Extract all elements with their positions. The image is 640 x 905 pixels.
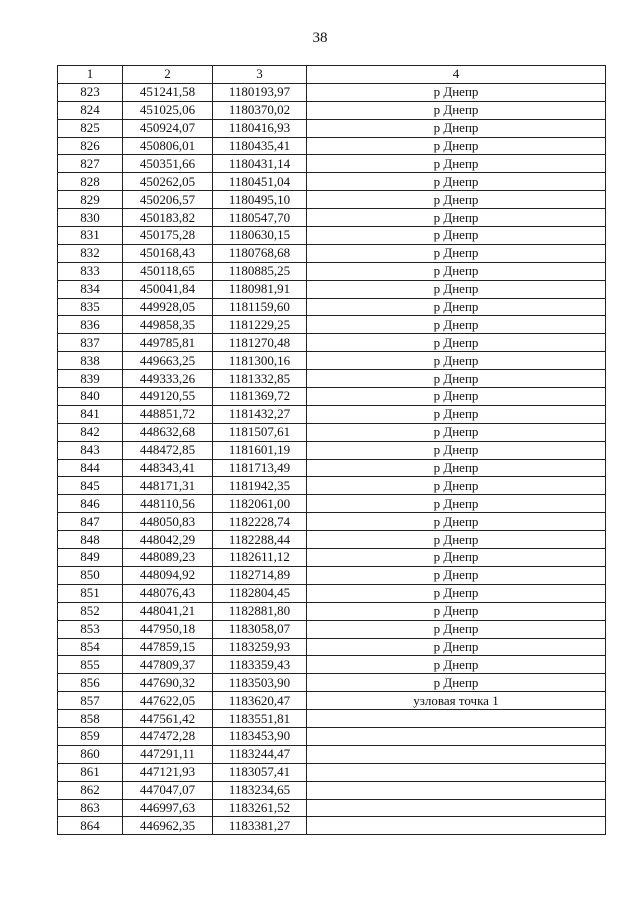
description-cell [307, 745, 606, 763]
x-coordinate-cell: 447561,42 [123, 710, 213, 728]
table-header-row [58, 66, 606, 84]
x-coordinate-cell: 447622,05 [123, 692, 213, 710]
point-number-cell: 847 [58, 513, 123, 531]
x-coordinate-cell: 447690,32 [123, 674, 213, 692]
description-cell: р Днепр [307, 227, 606, 245]
x-coordinate-cell: 448472,85 [123, 441, 213, 459]
description-cell: р Днепр [307, 656, 606, 674]
table-row [58, 638, 606, 656]
y-coordinate-cell: 1180431,14 [213, 155, 307, 173]
point-number-cell: 831 [58, 227, 123, 245]
y-coordinate-cell: 1183259,93 [213, 638, 307, 656]
description-cell: р Днепр [307, 191, 606, 209]
x-coordinate-cell: 449928,05 [123, 298, 213, 316]
x-coordinate-cell: 449120,55 [123, 388, 213, 406]
y-coordinate-cell: 1180435,41 [213, 137, 307, 155]
y-coordinate-cell: 1181713,49 [213, 459, 307, 477]
y-coordinate-cell: 1183058,07 [213, 620, 307, 638]
point-number-cell: 828 [58, 173, 123, 191]
table-row [58, 441, 606, 459]
x-coordinate-cell: 447809,37 [123, 656, 213, 674]
x-coordinate-cell: 446962,35 [123, 817, 213, 835]
table-row [58, 155, 606, 173]
x-coordinate-cell: 447472,28 [123, 727, 213, 745]
description-cell: р Днепр [307, 370, 606, 388]
y-coordinate-cell: 1181369,72 [213, 388, 307, 406]
y-coordinate-cell: 1183453,90 [213, 727, 307, 745]
y-coordinate-cell: 1180630,15 [213, 227, 307, 245]
description-cell [307, 710, 606, 728]
y-coordinate-cell: 1180193,97 [213, 83, 307, 101]
point-number-cell: 842 [58, 423, 123, 441]
point-number-cell: 829 [58, 191, 123, 209]
point-number-cell: 841 [58, 405, 123, 423]
table-row [58, 83, 606, 101]
y-coordinate-cell: 1183261,52 [213, 799, 307, 817]
table-row [58, 370, 606, 388]
description-cell: р Днепр [307, 298, 606, 316]
y-coordinate-cell: 1183234,65 [213, 781, 307, 799]
x-coordinate-cell: 447121,93 [123, 763, 213, 781]
description-cell: р Днепр [307, 262, 606, 280]
point-number-cell: 862 [58, 781, 123, 799]
x-coordinate-cell: 447047,07 [123, 781, 213, 799]
point-number-cell: 851 [58, 584, 123, 602]
x-coordinate-cell: 450118,65 [123, 262, 213, 280]
x-coordinate-cell: 450175,28 [123, 227, 213, 245]
table-row [58, 280, 606, 298]
table-row [58, 710, 606, 728]
description-cell: р Днепр [307, 83, 606, 101]
y-coordinate-cell: 1182804,45 [213, 584, 307, 602]
x-coordinate-cell: 446997,63 [123, 799, 213, 817]
page-number: 38 [312, 30, 328, 46]
x-coordinate-cell: 448110,56 [123, 495, 213, 513]
table-row [58, 227, 606, 245]
coordinates-table [57, 65, 606, 835]
table-row [58, 495, 606, 513]
table-row [58, 173, 606, 191]
table-row [58, 656, 606, 674]
table-row [58, 781, 606, 799]
table-row [58, 799, 606, 817]
point-number-cell: 849 [58, 549, 123, 567]
table-row [58, 423, 606, 441]
table-row [58, 316, 606, 334]
point-number-cell: 834 [58, 280, 123, 298]
y-coordinate-cell: 1180768,68 [213, 244, 307, 262]
y-coordinate-cell: 1181601,19 [213, 441, 307, 459]
point-number-cell: 852 [58, 602, 123, 620]
point-number-cell: 861 [58, 763, 123, 781]
y-coordinate-cell: 1182061,00 [213, 495, 307, 513]
table-row [58, 745, 606, 763]
y-coordinate-cell: 1183620,47 [213, 692, 307, 710]
table-row [58, 137, 606, 155]
x-coordinate-cell: 448851,72 [123, 405, 213, 423]
point-number-cell: 844 [58, 459, 123, 477]
description-cell: р Днепр [307, 388, 606, 406]
point-number-cell: 848 [58, 531, 123, 549]
x-coordinate-cell: 450806,01 [123, 137, 213, 155]
point-number-cell: 853 [58, 620, 123, 638]
description-cell: р Днепр [307, 638, 606, 656]
x-coordinate-cell: 448094,92 [123, 566, 213, 584]
table-row [58, 727, 606, 745]
description-cell: р Днепр [307, 173, 606, 191]
y-coordinate-cell: 1180981,91 [213, 280, 307, 298]
description-cell: р Днепр [307, 459, 606, 477]
description-cell [307, 799, 606, 817]
x-coordinate-cell: 448042,29 [123, 531, 213, 549]
point-number-cell: 833 [58, 262, 123, 280]
point-number-cell: 860 [58, 745, 123, 763]
y-coordinate-cell: 1182288,44 [213, 531, 307, 549]
y-coordinate-cell: 1182714,89 [213, 566, 307, 584]
column-header-4: 4 [307, 66, 606, 84]
point-number-cell: 837 [58, 334, 123, 352]
y-coordinate-cell: 1181270,48 [213, 334, 307, 352]
x-coordinate-cell: 449785,81 [123, 334, 213, 352]
point-number-cell: 839 [58, 370, 123, 388]
x-coordinate-cell: 447291,11 [123, 745, 213, 763]
description-cell [307, 727, 606, 745]
point-number-cell: 830 [58, 209, 123, 227]
table-row [58, 209, 606, 227]
table-row [58, 334, 606, 352]
point-number-cell: 856 [58, 674, 123, 692]
x-coordinate-cell: 448632,68 [123, 423, 213, 441]
description-cell: узловая точка 1 [307, 692, 606, 710]
y-coordinate-cell: 1183381,27 [213, 817, 307, 835]
table-row [58, 244, 606, 262]
point-number-cell: 846 [58, 495, 123, 513]
x-coordinate-cell: 450206,57 [123, 191, 213, 209]
table-row [58, 191, 606, 209]
point-number-cell: 843 [58, 441, 123, 459]
description-cell [307, 817, 606, 835]
x-coordinate-cell: 449858,35 [123, 316, 213, 334]
x-coordinate-cell: 448076,43 [123, 584, 213, 602]
table-row [58, 692, 606, 710]
description-cell: р Днепр [307, 566, 606, 584]
description-cell: р Днепр [307, 155, 606, 173]
table-row [58, 674, 606, 692]
x-coordinate-cell: 447950,18 [123, 620, 213, 638]
point-number-cell: 827 [58, 155, 123, 173]
point-number-cell: 825 [58, 119, 123, 137]
y-coordinate-cell: 1182228,74 [213, 513, 307, 531]
x-coordinate-cell: 450183,82 [123, 209, 213, 227]
point-number-cell: 832 [58, 244, 123, 262]
y-coordinate-cell: 1181507,61 [213, 423, 307, 441]
y-coordinate-cell: 1182611,12 [213, 549, 307, 567]
description-cell [307, 763, 606, 781]
point-number-cell: 850 [58, 566, 123, 584]
description-cell: р Днепр [307, 477, 606, 495]
point-number-cell: 836 [58, 316, 123, 334]
x-coordinate-cell: 449663,25 [123, 352, 213, 370]
description-cell: р Днепр [307, 549, 606, 567]
table-row [58, 531, 606, 549]
point-number-cell: 826 [58, 137, 123, 155]
table-row [58, 298, 606, 316]
x-coordinate-cell: 450262,05 [123, 173, 213, 191]
x-coordinate-cell: 451241,58 [123, 83, 213, 101]
y-coordinate-cell: 1181332,85 [213, 370, 307, 388]
point-number-cell: 838 [58, 352, 123, 370]
description-cell [307, 781, 606, 799]
table-row [58, 584, 606, 602]
x-coordinate-cell: 448171,31 [123, 477, 213, 495]
description-cell: р Днепр [307, 513, 606, 531]
point-number-cell: 823 [58, 83, 123, 101]
table-row [58, 602, 606, 620]
x-coordinate-cell: 448343,41 [123, 459, 213, 477]
y-coordinate-cell: 1180495,10 [213, 191, 307, 209]
y-coordinate-cell: 1183359,43 [213, 656, 307, 674]
y-coordinate-cell: 1181229,25 [213, 316, 307, 334]
x-coordinate-cell: 448050,83 [123, 513, 213, 531]
y-coordinate-cell: 1183057,41 [213, 763, 307, 781]
x-coordinate-cell: 447859,15 [123, 638, 213, 656]
table-row [58, 817, 606, 835]
x-coordinate-cell: 450351,66 [123, 155, 213, 173]
table-row [58, 101, 606, 119]
point-number-cell: 857 [58, 692, 123, 710]
table-row [58, 405, 606, 423]
table-row [58, 262, 606, 280]
y-coordinate-cell: 1183503,90 [213, 674, 307, 692]
table-row [58, 513, 606, 531]
x-coordinate-cell: 448041,21 [123, 602, 213, 620]
y-coordinate-cell: 1180370,02 [213, 101, 307, 119]
description-cell: р Днепр [307, 405, 606, 423]
y-coordinate-cell: 1180451,04 [213, 173, 307, 191]
description-cell: р Днепр [307, 101, 606, 119]
y-coordinate-cell: 1181432,27 [213, 405, 307, 423]
table-row [58, 459, 606, 477]
table-row [58, 549, 606, 567]
point-number-cell: 864 [58, 817, 123, 835]
description-cell: р Днепр [307, 620, 606, 638]
point-number-cell: 858 [58, 710, 123, 728]
x-coordinate-cell: 451025,06 [123, 101, 213, 119]
table-row [58, 620, 606, 638]
description-cell: р Днепр [307, 209, 606, 227]
table-row [58, 352, 606, 370]
x-coordinate-cell: 449333,26 [123, 370, 213, 388]
table-body [58, 83, 606, 834]
description-cell: р Днепр [307, 316, 606, 334]
column-header-1: 1 [58, 66, 123, 84]
point-number-cell: 859 [58, 727, 123, 745]
y-coordinate-cell: 1183244,47 [213, 745, 307, 763]
x-coordinate-cell: 450041,84 [123, 280, 213, 298]
point-number-cell: 854 [58, 638, 123, 656]
description-cell: р Днепр [307, 119, 606, 137]
description-cell: р Днепр [307, 584, 606, 602]
y-coordinate-cell: 1181300,16 [213, 352, 307, 370]
y-coordinate-cell: 1180885,25 [213, 262, 307, 280]
column-header-2: 2 [123, 66, 213, 84]
y-coordinate-cell: 1181942,35 [213, 477, 307, 495]
table-row [58, 119, 606, 137]
x-coordinate-cell: 450924,07 [123, 119, 213, 137]
y-coordinate-cell: 1180547,70 [213, 209, 307, 227]
x-coordinate-cell: 448089,23 [123, 549, 213, 567]
y-coordinate-cell: 1182881,80 [213, 602, 307, 620]
description-cell: р Днепр [307, 423, 606, 441]
description-cell: р Днепр [307, 352, 606, 370]
x-coordinate-cell: 450168,43 [123, 244, 213, 262]
description-cell: р Днепр [307, 334, 606, 352]
point-number-cell: 840 [58, 388, 123, 406]
point-number-cell: 863 [58, 799, 123, 817]
y-coordinate-cell: 1183551,81 [213, 710, 307, 728]
description-cell: р Днепр [307, 602, 606, 620]
table-row [58, 763, 606, 781]
table-row [58, 566, 606, 584]
point-number-cell: 845 [58, 477, 123, 495]
description-cell: р Днепр [307, 244, 606, 262]
point-number-cell: 835 [58, 298, 123, 316]
point-number-cell: 824 [58, 101, 123, 119]
description-cell: р Днепр [307, 495, 606, 513]
table-row [58, 477, 606, 495]
y-coordinate-cell: 1181159,60 [213, 298, 307, 316]
description-cell: р Днепр [307, 674, 606, 692]
point-number-cell: 855 [58, 656, 123, 674]
y-coordinate-cell: 1180416,93 [213, 119, 307, 137]
description-cell: р Днепр [307, 137, 606, 155]
description-cell: р Днепр [307, 280, 606, 298]
table-row [58, 388, 606, 406]
description-cell: р Днепр [307, 531, 606, 549]
column-header-3: 3 [213, 66, 307, 84]
description-cell: р Днепр [307, 441, 606, 459]
